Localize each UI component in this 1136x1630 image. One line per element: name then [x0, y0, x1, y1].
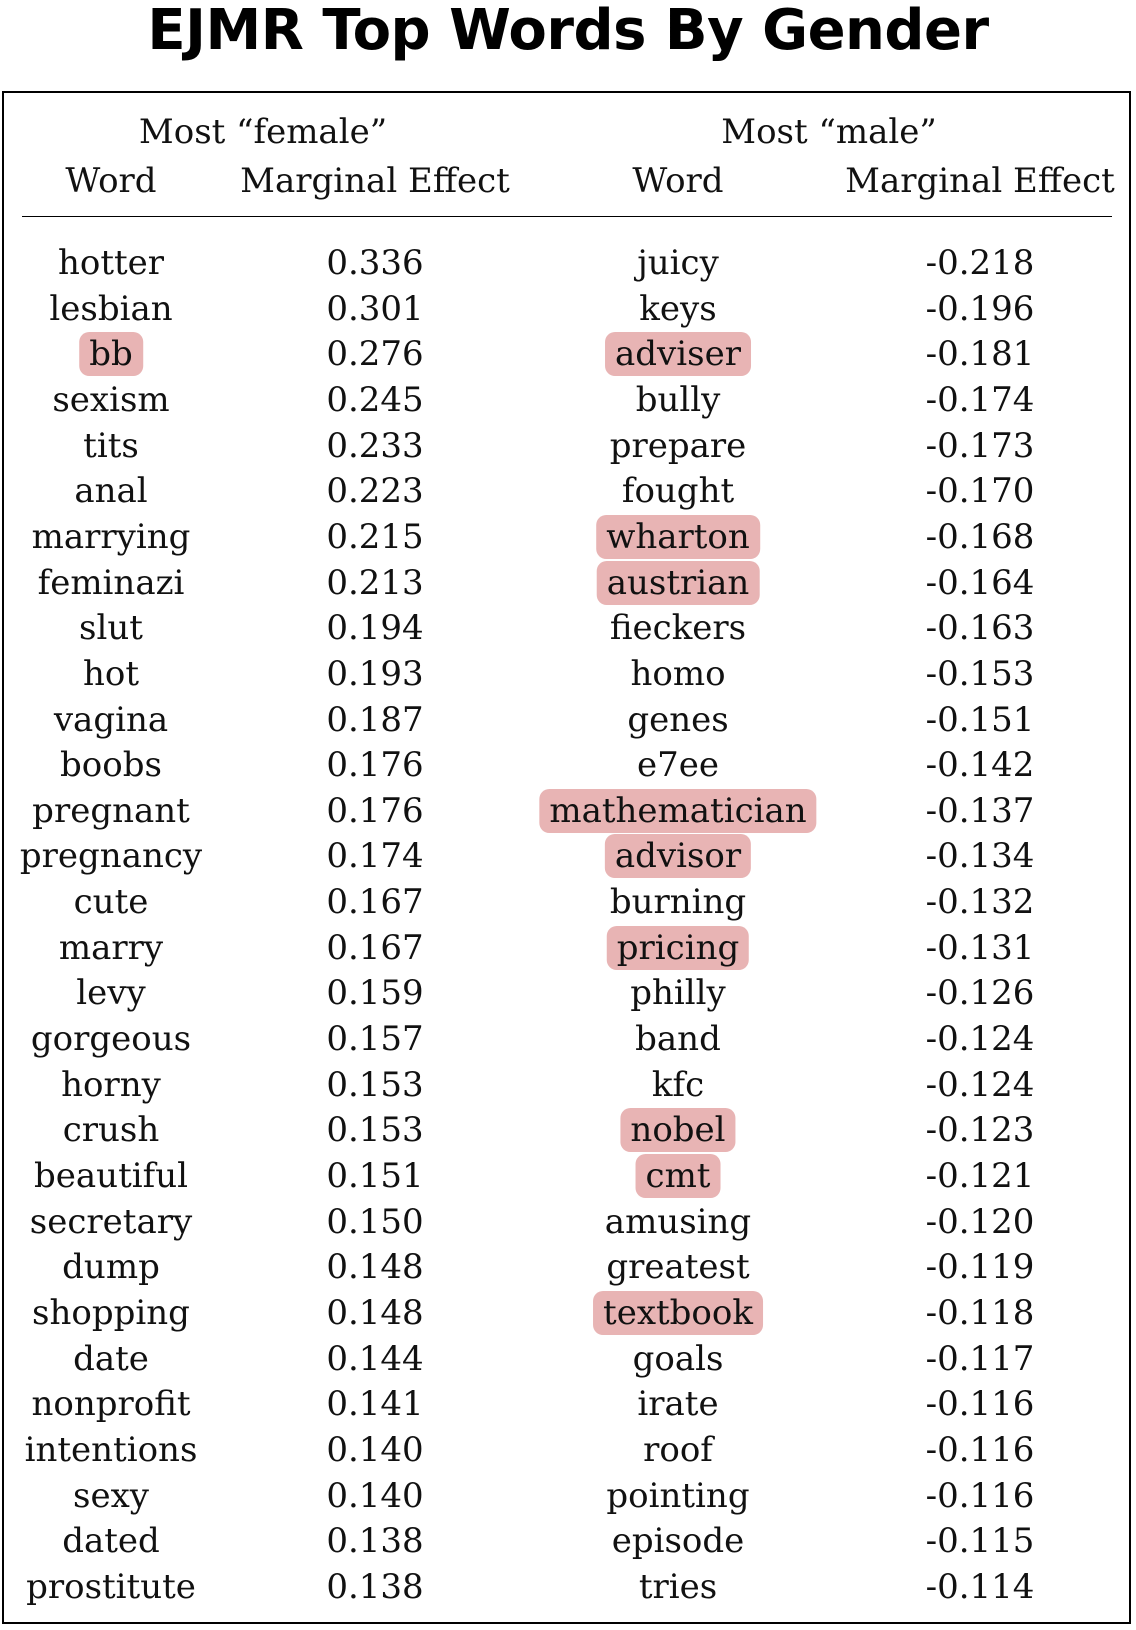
male-word-cell: greatest	[606, 1247, 750, 1288]
female-word-cell: horny	[61, 1064, 161, 1105]
male-word-cell: juicy	[637, 243, 719, 283]
female-effect-cell: 0.157	[326, 1019, 424, 1060]
table-row	[0, 1381, 1136, 1427]
male-effect-cell: -0.137	[925, 790, 1035, 831]
table-row	[0, 1336, 1136, 1382]
table-row	[0, 331, 1136, 377]
male-word-cell: kfc	[651, 1064, 705, 1105]
table-row	[0, 468, 1136, 514]
female-word-cell: cute	[73, 882, 149, 923]
male-word-cell: homo	[630, 653, 726, 694]
male-word-cell: genes	[627, 699, 729, 740]
female-word-cell: dump	[62, 1247, 160, 1288]
male-word-cell: nobel	[620, 1108, 735, 1152]
table-row	[0, 697, 1136, 743]
male-word-cell: bully	[635, 379, 721, 420]
female-word-cell: hot	[82, 653, 140, 694]
female-effect-cell: 0.223	[326, 471, 424, 512]
female-group-header: Most “female”	[138, 112, 388, 152]
male-word-cell: fought	[621, 471, 735, 512]
female-word-cell: slut	[79, 608, 143, 649]
male-word-cell: roof	[643, 1429, 713, 1470]
table-row	[0, 788, 1136, 834]
female-word-cell: anal	[74, 471, 148, 512]
male-effect-cell: -0.151	[925, 699, 1035, 740]
male-word-cell: wharton	[596, 515, 760, 559]
female-word-cell: nonprofit	[31, 1384, 191, 1425]
table-row	[0, 833, 1136, 879]
male-word-cell: e7ee	[637, 745, 719, 786]
female-word-cell: marrying	[31, 516, 191, 557]
table-row	[0, 1062, 1136, 1108]
female-effect-cell: 0.151	[326, 1156, 424, 1196]
female-word-cell: boobs	[60, 745, 162, 786]
male-effect-cell: -0.121	[925, 1156, 1035, 1196]
table-row	[0, 560, 1136, 606]
male-word-cell: tries	[638, 1566, 718, 1607]
table-row	[0, 879, 1136, 925]
female-effect-cell: 0.140	[326, 1475, 424, 1516]
female-effect-cell: 0.276	[326, 334, 424, 375]
female-effect-cell: 0.167	[326, 882, 424, 923]
male-word-cell: pointing	[606, 1475, 750, 1516]
male-effect-cell: -0.124	[925, 1064, 1035, 1105]
table-row	[0, 1016, 1136, 1062]
table-row	[0, 1244, 1136, 1290]
male-word-cell: cmt	[636, 1154, 721, 1198]
male-effect-cell: -0.116	[925, 1429, 1035, 1470]
female-word-cell: tits	[83, 425, 139, 466]
male-effect-cell: -0.116	[925, 1475, 1035, 1516]
female-word-cell: pregnant	[32, 790, 190, 831]
female-effect-cell: 0.167	[326, 927, 424, 968]
female-word-cell: lesbian	[49, 288, 173, 329]
table-row	[0, 742, 1136, 788]
male-word-cell: fieckers	[609, 608, 747, 649]
table-row	[0, 286, 1136, 332]
female-word-cell: sexy	[73, 1475, 149, 1516]
table-row	[0, 651, 1136, 697]
female-effect-cell: 0.213	[326, 562, 424, 603]
female-effect-cell: 0.153	[326, 1110, 424, 1151]
female-effect-cell: 0.176	[326, 745, 424, 786]
female-effect-cell: 0.245	[326, 379, 424, 420]
female-word-cell: levy	[76, 973, 146, 1014]
male-effect-cell: -0.196	[925, 288, 1035, 329]
male-effect-cell: -0.132	[925, 882, 1035, 923]
table-row	[0, 1518, 1136, 1564]
male-effect-cell: -0.168	[925, 516, 1035, 557]
female-word-cell: intentions	[24, 1429, 198, 1470]
female-word-cell: hotter	[57, 243, 165, 283]
male-effect-cell: -0.131	[925, 927, 1035, 968]
female-word-column-header: Word	[65, 161, 157, 201]
female-word-cell: secretary	[29, 1201, 193, 1242]
female-effect-cell: 0.193	[326, 653, 424, 694]
male-effect-cell: -0.120	[925, 1201, 1035, 1242]
male-word-cell: textbook	[593, 1291, 763, 1335]
male-word-cell: burning	[609, 882, 747, 923]
female-word-cell: feminazi	[37, 562, 185, 603]
female-effect-cell: 0.138	[326, 1521, 424, 1562]
male-word-cell: prepare	[609, 425, 747, 466]
table-row	[0, 605, 1136, 651]
male-effect-cell: -0.114	[925, 1566, 1035, 1607]
male-effect-cell: -0.115	[925, 1521, 1035, 1562]
male-word-cell: band	[635, 1019, 721, 1060]
table-row	[0, 1564, 1136, 1610]
male-effect-cell: -0.181	[925, 334, 1035, 375]
female-effect-cell: 0.153	[326, 1064, 424, 1105]
male-effect-cell: -0.218	[925, 243, 1035, 283]
female-effect-cell: 0.336	[326, 243, 424, 283]
female-effect-cell: 0.148	[326, 1292, 424, 1333]
female-effect-cell: 0.233	[326, 425, 424, 466]
male-effect-cell: -0.117	[925, 1338, 1035, 1379]
female-effect-cell: 0.187	[326, 699, 424, 740]
male-word-cell: mathematician	[539, 789, 816, 833]
male-word-cell: philly	[630, 973, 726, 1014]
male-word-cell: adviser	[605, 332, 751, 376]
table-row	[0, 1199, 1136, 1245]
female-effect-cell: 0.138	[326, 1566, 424, 1607]
male-effect-cell: -0.163	[925, 608, 1035, 649]
female-word-cell: sexism	[52, 379, 170, 420]
male-effect-cell: -0.142	[925, 745, 1035, 786]
female-word-cell: bb	[79, 332, 143, 376]
female-effect-cell: 0.215	[326, 516, 424, 557]
table-row	[0, 1473, 1136, 1519]
female-effect-cell: 0.144	[326, 1338, 424, 1379]
table-row	[0, 970, 1136, 1016]
table-row	[0, 1427, 1136, 1473]
male-word-cell: irate	[637, 1384, 719, 1425]
male-effect-cell: -0.123	[925, 1110, 1035, 1151]
female-effect-cell: 0.301	[326, 288, 424, 329]
page-title: EJMR Top Words By Gender	[147, 0, 989, 63]
male-group-header: Most “male”	[721, 112, 937, 152]
male-effect-cell: -0.118	[925, 1292, 1035, 1333]
male-effect-cell: -0.170	[925, 471, 1035, 512]
female-word-cell: marry	[58, 927, 164, 968]
female-word-cell: dated	[62, 1521, 160, 1562]
male-word-cell: episode	[611, 1521, 745, 1562]
female-effect-cell: 0.141	[326, 1384, 424, 1425]
female-word-cell: pregnancy	[19, 836, 203, 877]
female-effect-cell: 0.174	[326, 836, 424, 877]
male-effect-cell: -0.173	[925, 425, 1035, 466]
female-effect-cell: 0.140	[326, 1429, 424, 1470]
male-effect-cell: -0.124	[925, 1019, 1035, 1060]
table-row	[0, 240, 1136, 286]
female-effect-cell: 0.176	[326, 790, 424, 831]
female-word-cell: beautiful	[34, 1156, 188, 1196]
female-word-cell: vagina	[53, 699, 169, 740]
female-effect-cell: 0.150	[326, 1201, 424, 1242]
male-effect-cell: -0.126	[925, 973, 1035, 1014]
male-word-cell: advisor	[605, 834, 751, 878]
male-word-cell: amusing	[604, 1201, 752, 1242]
male-effect-cell: -0.174	[925, 379, 1035, 420]
male-word-column-header: Word	[632, 161, 724, 201]
male-effect-cell: -0.164	[925, 562, 1035, 603]
female-word-cell: prostitute	[26, 1566, 196, 1607]
table-row	[0, 1290, 1136, 1336]
table-row	[0, 423, 1136, 469]
male-effect-cell: -0.119	[925, 1247, 1035, 1288]
male-word-cell: keys	[639, 288, 717, 329]
male-effect-cell: -0.116	[925, 1384, 1035, 1425]
female-effect-cell: 0.159	[326, 973, 424, 1014]
male-word-cell: austrian	[597, 561, 760, 605]
female-effect-cell: 0.194	[326, 608, 424, 649]
female-effect-cell: 0.148	[326, 1247, 424, 1288]
female-effect-column-header: Marginal Effect	[240, 161, 510, 201]
male-effect-cell: -0.134	[925, 836, 1035, 877]
table-row	[0, 377, 1136, 423]
male-effect-column-header: Marginal Effect	[845, 161, 1115, 201]
female-word-cell: date	[73, 1338, 149, 1379]
female-word-cell: crush	[62, 1110, 160, 1151]
male-effect-cell: -0.153	[925, 653, 1035, 694]
female-word-cell: gorgeous	[30, 1019, 192, 1060]
table-row	[0, 1153, 1136, 1199]
table-row	[0, 925, 1136, 971]
male-word-cell: pricing	[607, 926, 749, 970]
female-word-cell: shopping	[32, 1292, 190, 1333]
table-row	[0, 514, 1136, 560]
male-word-cell: goals	[632, 1338, 724, 1379]
table-row	[0, 1107, 1136, 1153]
